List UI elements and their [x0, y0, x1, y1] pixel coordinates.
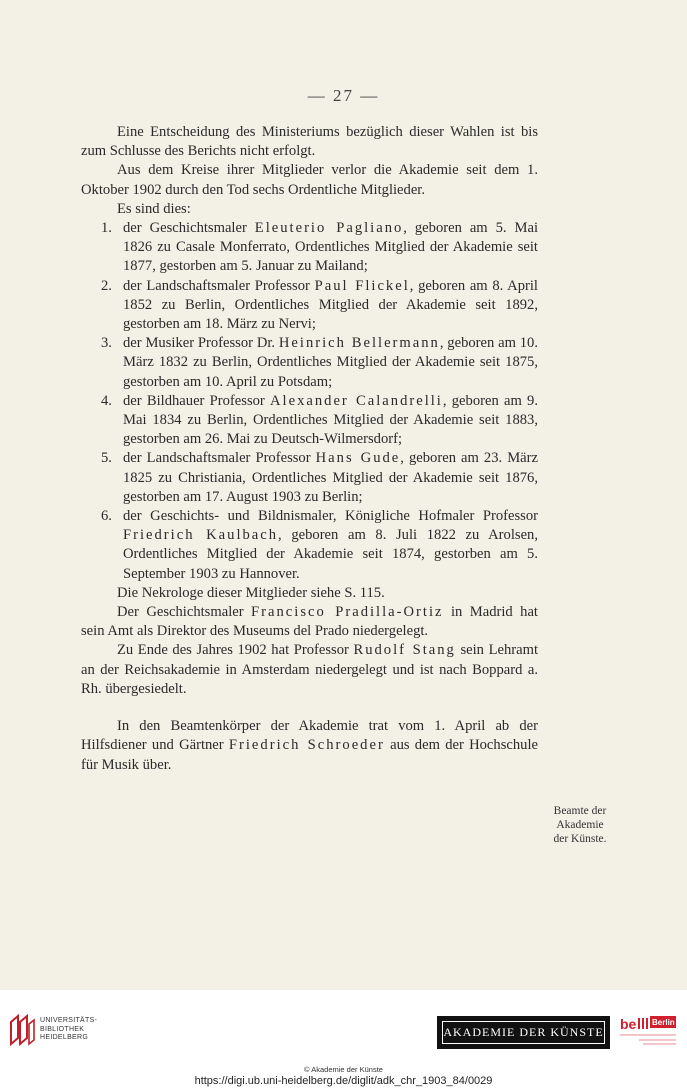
copyright-notice: © Akademie der Künste [304, 1065, 383, 1074]
person-name: Alexander Calandrelli [270, 392, 443, 409]
list-text: der Geschichtsmaler [123, 220, 247, 237]
list-item [81, 277, 538, 335]
list-text: , geboren am 23. März 1825 zu Christiania, Ordentliches Mitglied der Akademie seit 1876, gestorben am 17. August 1903 zu Berlin; [123, 450, 538, 505]
list-number: 5. [101, 450, 112, 467]
list-item [81, 392, 538, 450]
svg-text:Berlin: Berlin [652, 1018, 675, 1027]
library-line: BIBLIOTHEK [40, 1025, 85, 1033]
paragraph: Eine Entscheidung des Ministeriums bezüglich dieser Wahlen ist bis zum Schlusse des Berichts nicht erfolgt. [81, 124, 538, 160]
list-text: , geboren am 9. Mai 1834 zu Berlin, Ordentliches Mitglied der Akademie seit 1883, gestorben am 26. Mai zu Deutsch-Wilmersdorf; [123, 392, 538, 448]
paragraph [81, 641, 538, 699]
svg-text:be: be [620, 1016, 637, 1032]
person-name: Francisco Pradilla-Ortiz [251, 604, 444, 621]
margin-note-line: Akademie [556, 819, 604, 831]
paragraph-text: in Madrid hat sein Amt als Direktor des Museums del Prado niedergelegt. [81, 604, 538, 640]
body-text [81, 123, 538, 775]
list-text: der Landschaftsmaler Professor [123, 450, 311, 467]
margin-note-line: der Künste. [553, 833, 607, 845]
person-name: Rudolf Stang [353, 642, 456, 659]
list-text: der Geschichts- und Bildnismaler, Königliche Hofmaler Professor [123, 508, 538, 525]
list-text: der Musiker Professor Dr. [123, 335, 276, 352]
university-library-logo-icon[interactable] [8, 1014, 36, 1046]
list-text: , geboren am 5. Mai 1826 zu Casale Monferrato, Ordentliches Mitglied der Akademie seit 1877, gestorben am 5. Januar zu Mailand; [123, 220, 538, 275]
margin-note-line: Beamte der [553, 805, 607, 817]
list-item [81, 507, 538, 584]
page-number: — 27 — [307, 86, 380, 105]
list-item [81, 334, 538, 392]
paragraph: Die Nekrologe dieser Mitglieder siehe S. 115. [117, 584, 385, 601]
person-name: Eleuterio Pagliano [254, 220, 404, 237]
paragraph [81, 603, 538, 641]
list-number: 6. [101, 508, 112, 525]
list-item [81, 219, 538, 277]
university-library-name[interactable] [40, 1017, 97, 1043]
paragraph-text: In den Beamtenkörper der Akademie trat vom 1. April ab der Hilfsdiener und Gärtner [81, 718, 538, 754]
paragraph [81, 717, 538, 775]
margin-note [540, 804, 620, 846]
list-item [81, 449, 538, 507]
list-text: der Bildhauer Professor [123, 392, 265, 409]
list-number: 3. [101, 335, 112, 352]
paragraph-text: Zu Ende des Jahres 1902 hat Professor [117, 642, 349, 659]
be-berlin-logo-icon[interactable] [619, 1014, 677, 1049]
person-name: Hans Gude [315, 450, 401, 467]
list-number: 4. [101, 392, 112, 409]
library-line: UNIVERSITÄTS- [40, 1017, 98, 1024]
library-line: HEIDELBERG [40, 1034, 89, 1041]
list-text: , geboren am 8. April 1852 zu Berlin, Ordentliches Mitglied der Akademie seit 1892, gestorben am 18. März zu Nervi; [123, 277, 538, 333]
viewer-footer [0, 990, 687, 1091]
list-text: , geboren am 8. Juli 1822 zu Arolsen, Ordentliches Mitglied der Akademie seit 1874, gestorben am 5. September 1903 zu Hannover. [123, 527, 538, 582]
paragraph-text: aus dem der Hochschule für Musik über. [81, 737, 538, 773]
paragraph-text: sein Lehramt an der Reichsakademie in Amsterdam niedergelegt und ist nach Boppard a. Rh. übergesiedelt. [81, 642, 539, 697]
person-name: Paul Flickel [314, 277, 410, 294]
paragraph: Es sind dies: [117, 200, 191, 217]
list-text: , geboren am 10. März 1832 zu Berlin, Ordentliches Mitglied der Akademie seit 1875, gestorben am 10. April zu Potsdam; [123, 335, 538, 390]
list-number: 1. [101, 220, 112, 237]
permalink-url[interactable]: https://digi.ub.uni-heidelberg.de/diglit/adk_chr_1903_84/0029 [194, 1075, 493, 1087]
akademie-logo-text: AKADEMIE DER KÜNSTE [442, 1021, 605, 1044]
person-name: Heinrich Bellermann [278, 335, 440, 352]
akademie-logo[interactable] [437, 1016, 610, 1049]
person-name: Friedrich Schroeder [228, 737, 385, 754]
paragraph: Aus dem Kreise ihrer Mitglieder verlor die Akademie seit dem 1. Oktober 1902 durch den Tod sechs Ordentliche Mitglieder. [81, 162, 538, 198]
paragraph-text: Der Geschichtsmaler [117, 604, 244, 621]
person-name: Friedrich Kaulbach [123, 527, 279, 544]
list-text: der Landschaftsmaler Professor [123, 277, 310, 294]
list-number: 2. [101, 277, 112, 294]
